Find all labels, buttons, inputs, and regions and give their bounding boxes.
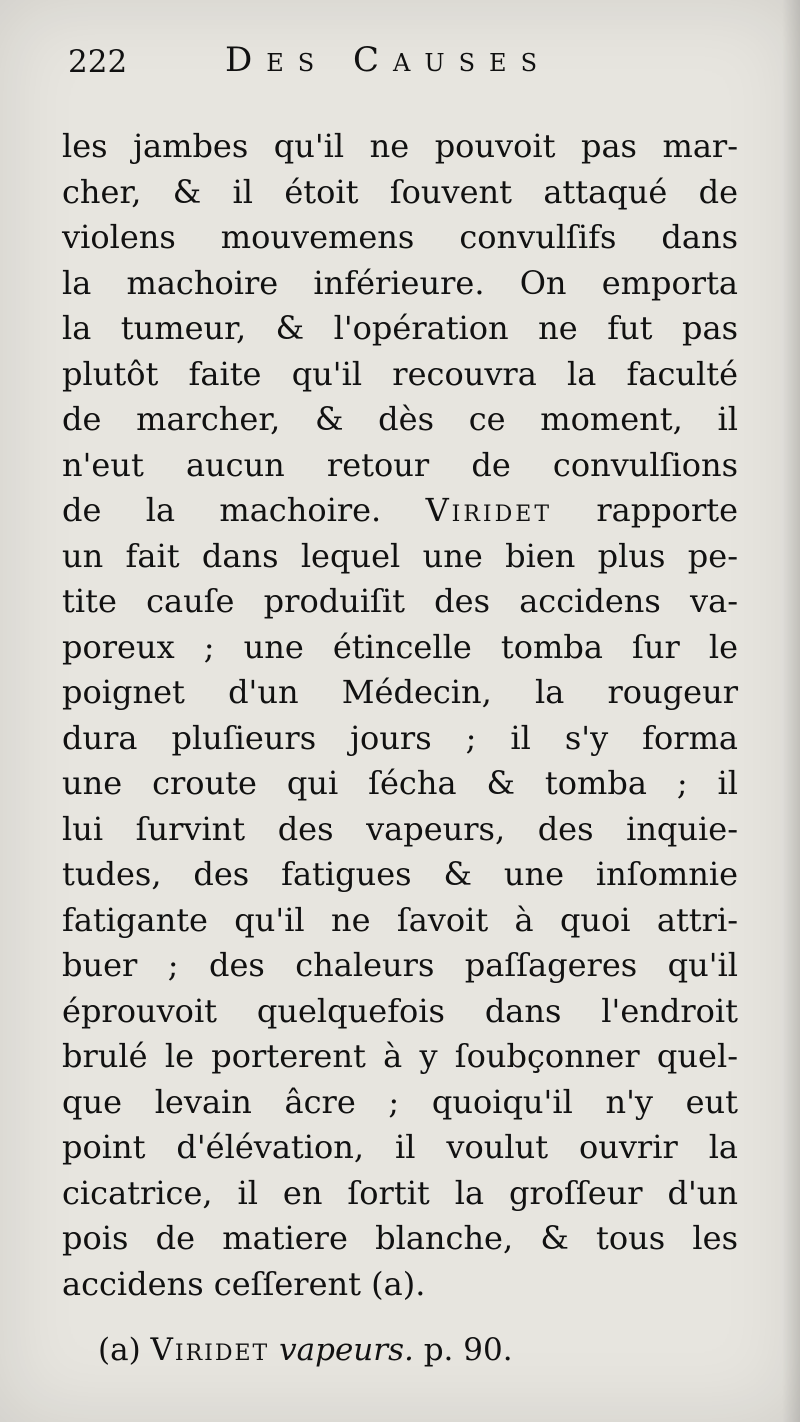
text-line: cicatrice, il en ſortit la groſſeur d'un bbox=[62, 1173, 738, 1212]
main-paragraph bbox=[62, 124, 738, 1307]
text-line: poignet d'un Médecin, la rougeur bbox=[62, 673, 738, 711]
text-line: les jambes qu'il ne pouvoit pas mar- bbox=[62, 127, 738, 165]
text-line: buer ; des chaleurs paſſageres qu'il bbox=[62, 946, 738, 984]
text-segment: rapporte bbox=[596, 491, 739, 529]
text-line: tite cauſe produiſit des accidens va- bbox=[62, 582, 738, 620]
text-line-with-author bbox=[62, 488, 738, 534]
text-line: point d'élévation, il voulut ouvrir la bbox=[62, 1128, 738, 1166]
text-segment: de la machoire. bbox=[62, 491, 382, 529]
footnote-work: vapeurs. bbox=[279, 1332, 414, 1368]
text-line: un fait dans lequel une bien plus pe- bbox=[62, 536, 738, 575]
text-line: violens mouvemens convulſifs dans bbox=[62, 218, 738, 256]
footnote bbox=[98, 1332, 513, 1368]
text-line: pois de matiere blanche, & tous les bbox=[62, 1219, 738, 1257]
text-line-last: accidens ceſſerent (a). bbox=[62, 1264, 426, 1303]
text-line: que levain âcre ; quoiqu'il n'y eut bbox=[62, 1082, 738, 1121]
text-line: n'eut aucun retour de convulſions bbox=[62, 445, 738, 484]
text-line: la tumeur, & l'opération ne fut pas bbox=[62, 309, 738, 347]
author-name: Viridet bbox=[425, 491, 552, 529]
page-header bbox=[60, 38, 680, 88]
footnote-page-ref: p. 90. bbox=[423, 1332, 513, 1368]
footnote-marker: (a) bbox=[98, 1332, 141, 1368]
page-edge-shadow bbox=[782, 0, 800, 1422]
text-line: une croute qui ſécha & tomba ; il bbox=[62, 764, 738, 802]
text-line: cher, & il étoit ſouvent attaqué de bbox=[62, 172, 738, 211]
text-line: lui ſurvint des vapeurs, des inquie- bbox=[62, 809, 738, 848]
text-line: poreux ; une étincelle tomba ſur le bbox=[62, 627, 738, 666]
text-line: brulé le porterent à y ſoubçonner quel- bbox=[62, 1037, 738, 1075]
page-number: 222 bbox=[68, 44, 128, 80]
running-title: Des Causes bbox=[225, 40, 552, 80]
text-line: plutôt faite qu'il recouvra la faculté bbox=[62, 354, 738, 393]
text-line: dura pluſieurs jours ; il s'y forma bbox=[62, 718, 738, 757]
footnote-author: Viridet bbox=[150, 1332, 270, 1368]
text-line: tudes, des fatigues & une inſomnie bbox=[62, 855, 738, 893]
text-line: de marcher, & dès ce moment, il bbox=[62, 400, 738, 438]
text-line: fatigante qu'il ne ſavoit à quoi attri- bbox=[62, 900, 738, 939]
text-line: la machoire inférieure. On emporta bbox=[62, 263, 738, 302]
text-line: éprouvoit quelquefois dans l'endroit bbox=[62, 991, 738, 1030]
